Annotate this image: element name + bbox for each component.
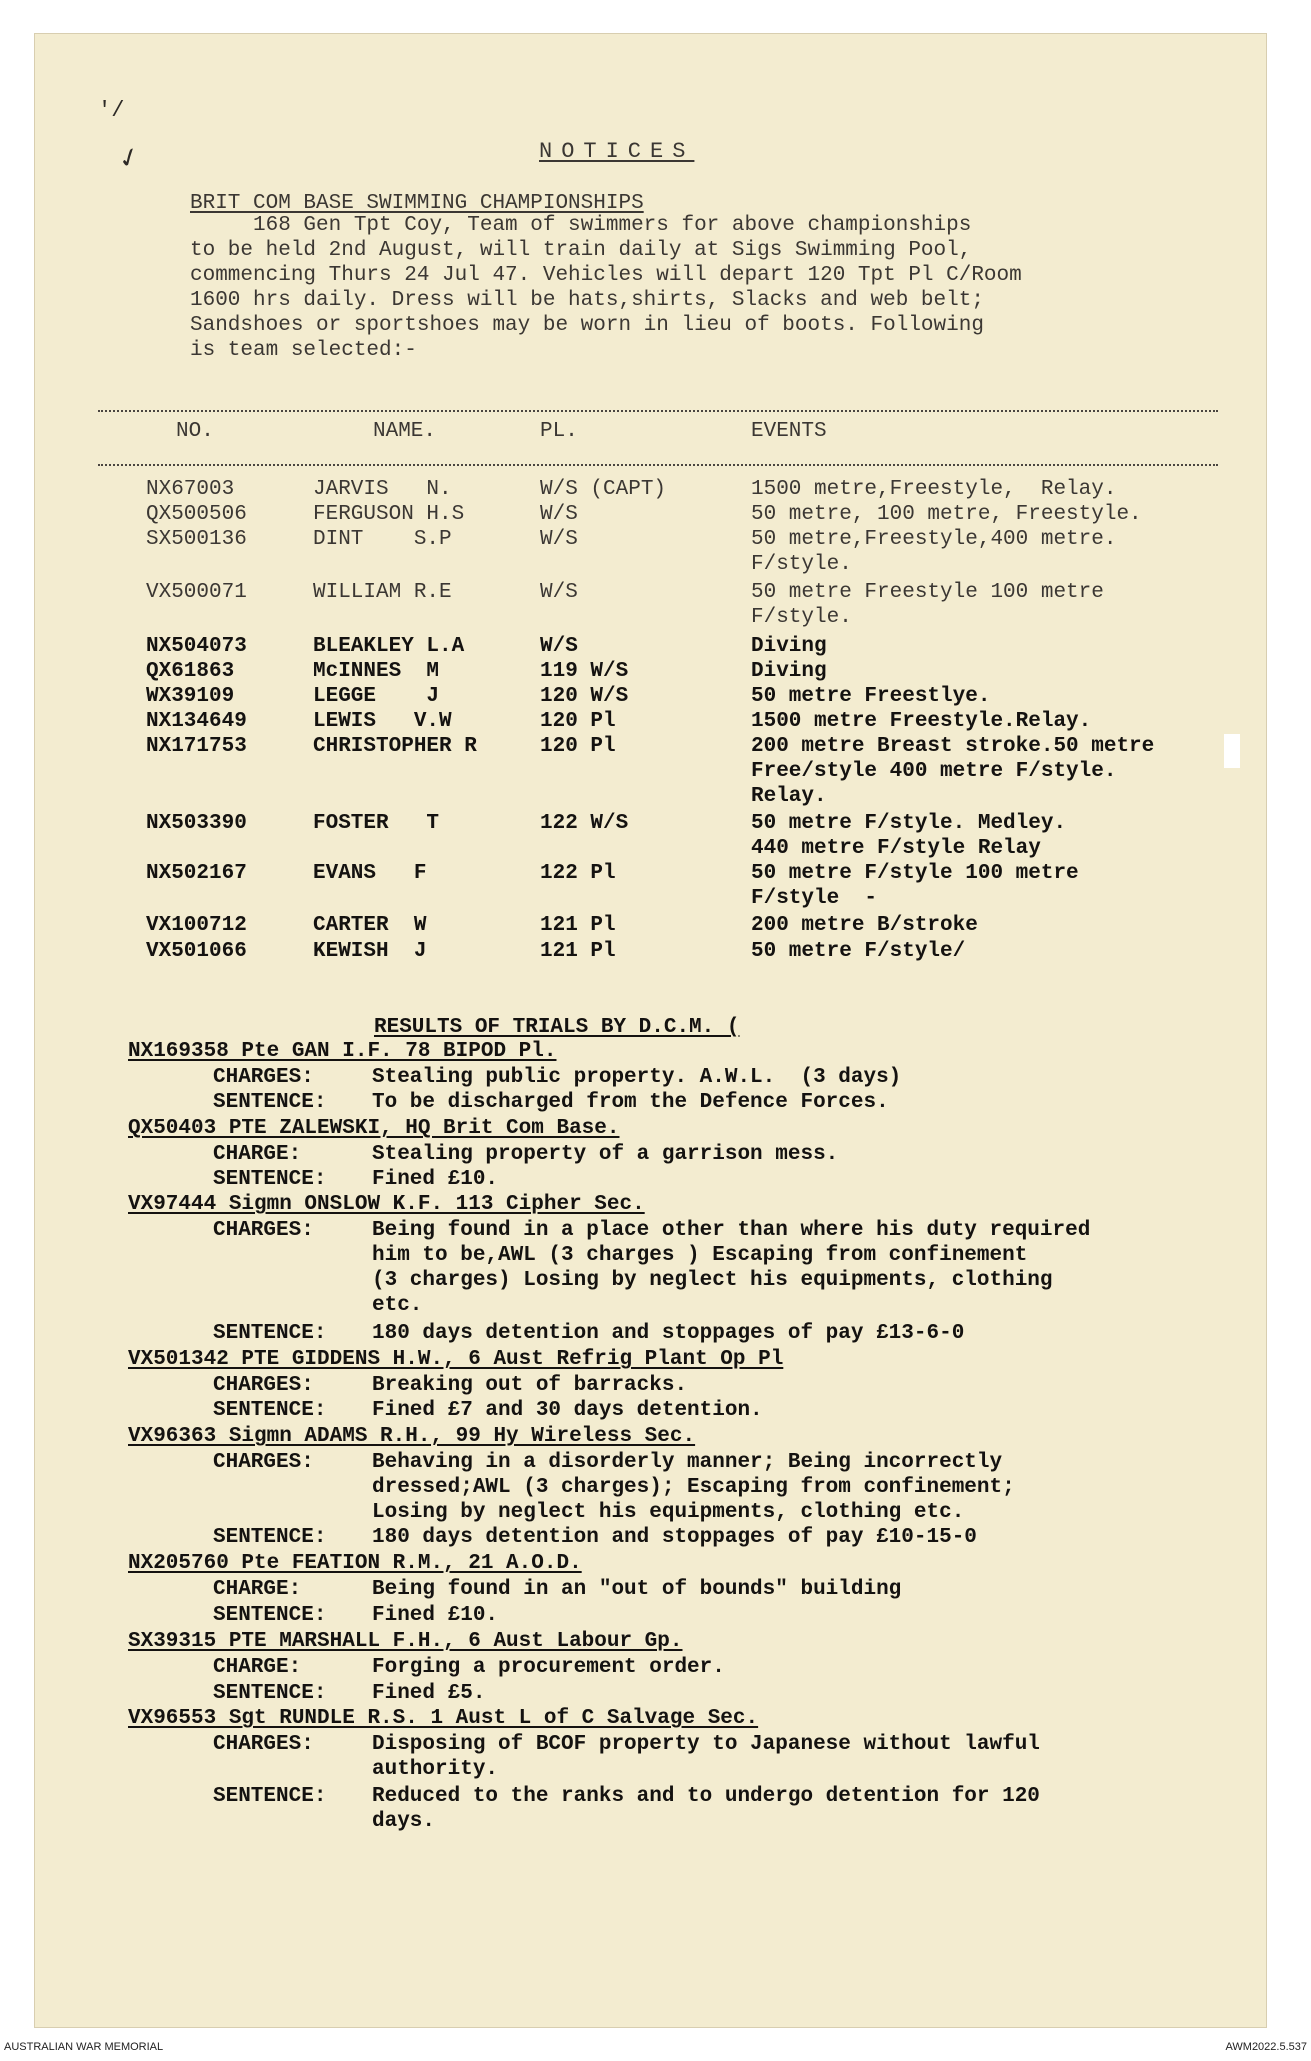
- footer-institution: AUSTRALIAN WAR MEMORIAL: [4, 2041, 164, 2053]
- table-row-platoon: 121 Pl: [540, 940, 616, 963]
- notice-text-line: to be held 2nd August, will train daily at Sigs Swimming Pool,: [190, 239, 972, 262]
- table-header-cell: NAME.: [373, 420, 437, 443]
- case-charge-text: Behaving in a disorderly manner; Being incorrectly: [372, 1451, 1003, 1474]
- table-row-events: 50 metre Freestyle 100 metre: [751, 581, 1104, 604]
- case-sentence-label: SENTENCE:: [213, 1091, 327, 1114]
- case-sentence-text: To be discharged from the Defence Forces.: [372, 1091, 889, 1114]
- table-row-name: CARTER W: [313, 914, 427, 937]
- table-header-cell: EVENTS: [751, 420, 827, 443]
- case-title: SX39315 PTE MARSHALL F.H., 6 Aust Labour Gp.: [128, 1630, 683, 1653]
- table-row-platoon: 120 W/S: [540, 685, 629, 708]
- case-charge-text: Disposing of BCOF property to Japanese without lawful: [372, 1733, 1040, 1756]
- case-sentence-text: Fined £10.: [372, 1604, 499, 1627]
- case-sentence-label: SENTENCE:: [213, 1168, 327, 1191]
- results-heading: RESULTS OF TRIALS BY D.C.M. (: [374, 1016, 740, 1039]
- table-row-events: F/style.: [751, 606, 852, 629]
- case-title: VX97444 Sigmn ONSLOW K.F. 113 Cipher Sec.: [128, 1193, 645, 1216]
- table-row-name: McINNES M: [313, 660, 440, 683]
- table-row-number: VX501066: [146, 940, 247, 963]
- case-sentence-text: Fined £10.: [372, 1168, 499, 1191]
- table-row-events: F/style -: [751, 887, 878, 910]
- notice-text-line: commencing Thurs 24 Jul 47. Vehicles will depart 120 Tpt Pl C/Room: [190, 264, 1022, 287]
- case-charge-text: Being found in a place other than where his duty required: [372, 1219, 1091, 1242]
- case-title: NX205760 Pte FEATION R.M., 21 A.O.D.: [128, 1552, 582, 1575]
- table-row-name: KEWISH J: [313, 940, 427, 963]
- case-sentence-label: SENTENCE:: [213, 1322, 327, 1345]
- table-row-events: 50 metre, 100 metre, Freestyle.: [751, 503, 1142, 526]
- case-sentence-text: 180 days detention and stoppages of pay £10-15-0: [372, 1526, 977, 1549]
- table-row-events: 1500 metre,Freestyle, Relay.: [751, 478, 1117, 501]
- case-charge-text: Breaking out of barracks.: [372, 1374, 688, 1397]
- page-title: NOTICES: [539, 139, 695, 164]
- case-title: NX169358 Pte GAN I.F. 78 BIPOD Pl.: [128, 1040, 557, 1063]
- table-row-events: Diving: [751, 635, 827, 658]
- table-row-number: NX171753: [146, 735, 247, 758]
- table-row-platoon: 121 Pl: [540, 914, 616, 937]
- case-charge-label: CHARGE:: [213, 1578, 302, 1601]
- notice-heading: BRIT COM BASE SWIMMING CHAMPIONSHIPS: [190, 192, 644, 215]
- table-row-number: NX67003: [146, 478, 235, 501]
- case-sentence-text: Fined £5.: [372, 1682, 486, 1705]
- table-row-number: NX504073: [146, 635, 247, 658]
- table-top-rule: [98, 410, 1218, 412]
- table-row-name: WILLIAM R.E: [313, 581, 452, 604]
- case-sentence-label: SENTENCE:: [213, 1526, 327, 1549]
- table-row-name: FERGUSON H.S: [313, 503, 465, 526]
- case-charge-label: CHARGE:: [213, 1143, 302, 1166]
- notice-text-line: Sandshoes or sportshoes may be worn in lieu of boots. Following: [190, 314, 984, 337]
- table-row-number: WX39109: [146, 685, 235, 708]
- table-row-name: DINT S.P: [313, 528, 452, 551]
- case-charge-label: CHARGES:: [213, 1066, 314, 1089]
- case-charge-label: CHARGE:: [213, 1656, 302, 1679]
- table-row-number: VX500071: [146, 581, 247, 604]
- table-row-platoon: W/S: [540, 528, 578, 551]
- table-row-events: 1500 metre Freestyle.Relay.: [751, 710, 1092, 733]
- case-charge-text: him to be,AWL (3 charges ) Escaping from confinement: [372, 1244, 1028, 1267]
- handwritten-mark: '/: [98, 98, 125, 123]
- table-row-name: LEWIS V.W: [313, 710, 452, 733]
- table-row-events: Diving: [751, 660, 827, 683]
- notice-text-line: 168 Gen Tpt Coy, Team of swimmers for above championships: [190, 214, 972, 237]
- case-charge-text: Being found in an "out of bounds" building: [372, 1578, 902, 1601]
- table-row-number: QX500506: [146, 503, 247, 526]
- case-charge-label: CHARGES:: [213, 1219, 314, 1242]
- table-row-number: SX500136: [146, 528, 247, 551]
- case-charge-text: Stealing property of a garrison mess.: [372, 1143, 839, 1166]
- table-row-name: CHRISTOPHER R: [313, 735, 477, 758]
- table-row-platoon: 120 Pl: [540, 710, 616, 733]
- case-charge-text: authority.: [372, 1758, 499, 1781]
- table-row-platoon: W/S: [540, 635, 578, 658]
- case-sentence-text: days.: [372, 1810, 436, 1833]
- pencil-tick-mark: ✓: [115, 140, 144, 179]
- table-header-cell: NO.: [176, 420, 214, 443]
- case-title: VX96363 Sigmn ADAMS R.H., 99 Hy Wireless Sec.: [128, 1425, 696, 1448]
- table-row-name: BLEAKLEY L.A: [313, 635, 465, 658]
- table-row-number: VX100712: [146, 914, 247, 937]
- case-charge-text: dressed;AWL (3 charges); Escaping from confinement;: [372, 1476, 1015, 1499]
- table-row-number: NX502167: [146, 862, 247, 885]
- case-sentence-label: SENTENCE:: [213, 1604, 327, 1627]
- table-row-events: 440 metre F/style Relay: [751, 837, 1041, 860]
- table-row-platoon: W/S: [540, 503, 578, 526]
- table-row-platoon: 120 Pl: [540, 735, 616, 758]
- table-row-events: 200 metre Breast stroke.50 metre: [751, 735, 1155, 758]
- table-row-events: Free/style 400 metre F/style.: [751, 760, 1117, 783]
- table-row-events: Relay.: [751, 785, 827, 808]
- table-row-events: 50 metre,Freestyle,400 metre.: [751, 528, 1117, 551]
- case-sentence-text: 180 days detention and stoppages of pay £13-6-0: [372, 1322, 965, 1345]
- case-sentence-label: SENTENCE:: [213, 1399, 327, 1422]
- case-charge-label: CHARGES:: [213, 1451, 314, 1474]
- table-row-number: NX503390: [146, 812, 247, 835]
- table-row-platoon: W/S (CAPT): [540, 478, 667, 501]
- table-row-platoon: 122 Pl: [540, 862, 616, 885]
- table-header-cell: PL.: [540, 420, 578, 443]
- case-sentence-text: Reduced to the ranks and to undergo detention for 120: [372, 1785, 1040, 1808]
- case-sentence-label: SENTENCE:: [213, 1682, 327, 1705]
- table-row-name: EVANS F: [313, 862, 427, 885]
- table-row-number: NX134649: [146, 710, 247, 733]
- case-charge-text: Stealing public property. A.W.L. (3 days): [372, 1066, 902, 1089]
- table-row-events: F/style.: [751, 553, 852, 576]
- case-charge-text: (3 charges) Losing by neglect his equipments, clothing: [372, 1269, 1053, 1292]
- case-title: VX501342 PTE GIDDENS H.W., 6 Aust Refrig Plant Op Pl: [128, 1348, 784, 1371]
- table-row-events: 50 metre F/style. Medley.: [751, 812, 1067, 835]
- table-row-events: 200 metre B/stroke: [751, 914, 978, 937]
- case-charge-label: CHARGES:: [213, 1733, 314, 1756]
- notice-text-line: 1600 hrs daily. Dress will be hats,shirts, Slacks and web belt;: [190, 289, 984, 312]
- table-row-platoon: 122 W/S: [540, 812, 629, 835]
- table-row-name: FOSTER T: [313, 812, 440, 835]
- table-row-name: LEGGE J: [313, 685, 440, 708]
- case-charge-text: Losing by neglect his equipments, clothing etc.: [372, 1501, 965, 1524]
- table-row-name: JARVIS N.: [313, 478, 452, 501]
- case-charge-text: Forging a procurement order.: [372, 1656, 725, 1679]
- table-row-events: 50 metre F/style/: [751, 940, 966, 963]
- case-charge-text: etc.: [372, 1294, 423, 1317]
- table-row-number: QX61863: [146, 660, 235, 683]
- case-charge-label: CHARGES:: [213, 1374, 314, 1397]
- case-sentence-label: SENTENCE:: [213, 1785, 327, 1808]
- footer-accession-number: AWM2022.5.537: [1225, 2041, 1307, 2053]
- table-row-events: 50 metre Freestlye.: [751, 685, 991, 708]
- paper-edge-notch: [1224, 734, 1240, 768]
- case-title: VX96553 Sgt RUNDLE R.S. 1 Aust L of C Salvage Sec.: [128, 1707, 759, 1730]
- table-row-events: 50 metre F/style 100 metre: [751, 862, 1079, 885]
- table-header-rule: [98, 464, 1218, 466]
- case-sentence-text: Fined £7 and 30 days detention.: [372, 1399, 763, 1422]
- table-row-platoon: 119 W/S: [540, 660, 629, 683]
- case-title: QX50403 PTE ZALEWSKI, HQ Brit Com Base.: [128, 1117, 620, 1140]
- table-row-platoon: W/S: [540, 581, 578, 604]
- notice-text-line: is team selected:-: [190, 339, 417, 362]
